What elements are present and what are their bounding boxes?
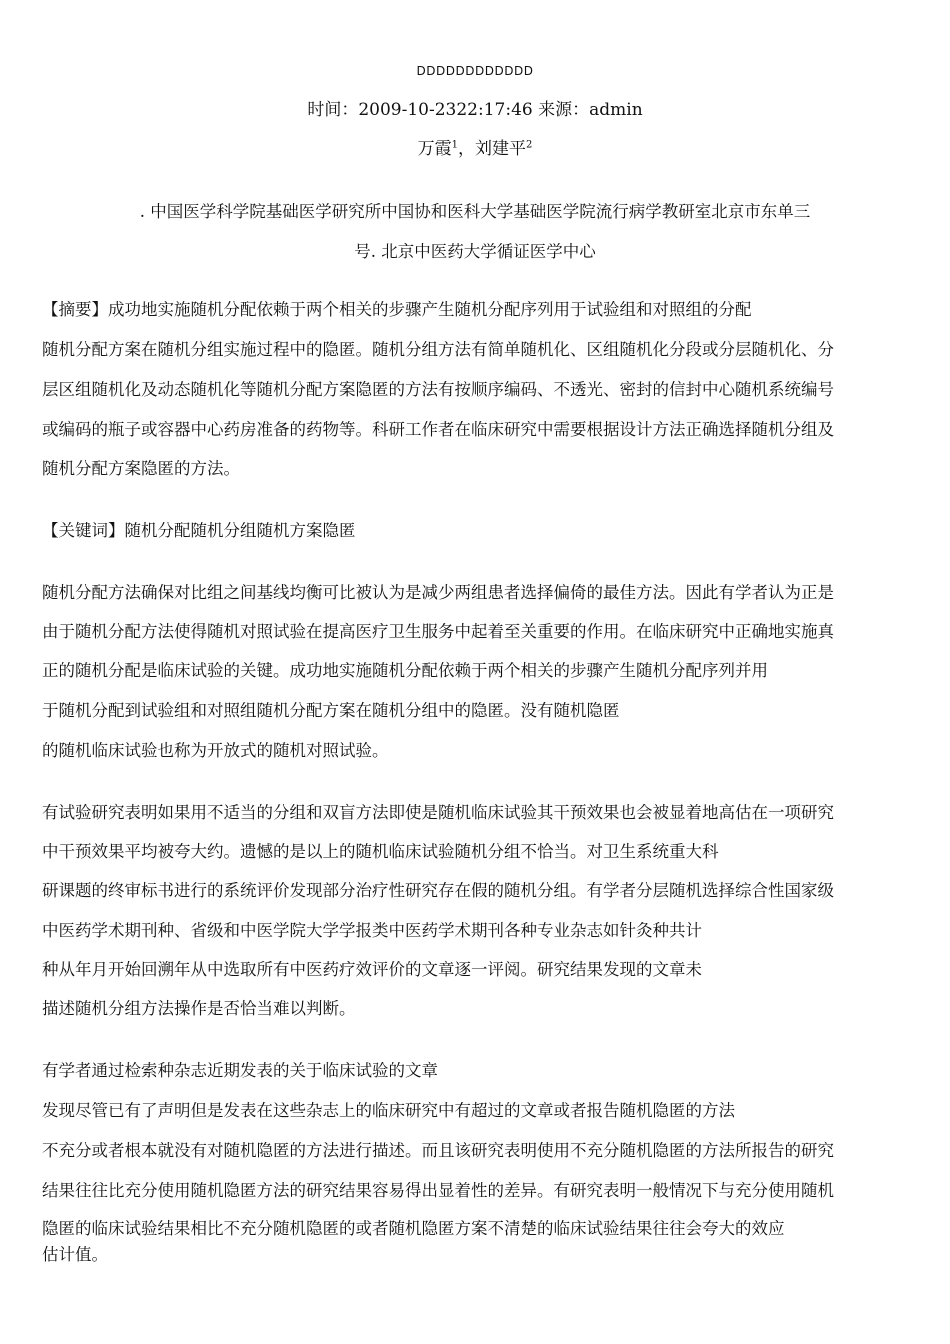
paragraph-line: 研课题的终审标书进行的系统评价发现部分治疗性研究存在假的随机分组。有学者分层随机选择综合性国家级 [42, 881, 834, 900]
paragraph-line: 隐匿的临床试验结果相比不充分随机隐匿的或者随机隐匿方案不清楚的临床试验结果往往会夸大的效应 [42, 1219, 785, 1238]
abstract-line: 【摘要】成功地实施随机分配依赖于两个相关的步骤产生随机分配序列用于试验组和对照组的分配 [42, 300, 752, 319]
paragraph-line: 发现尽管已有了声明但是发表在这些杂志上的临床研究中有超过的文章或者报告随机隐匿的方法 [42, 1101, 735, 1120]
abstract-line: 层区组随机化及动态随机化等随机分配方案隐匿的方法有按顺序编码、不透光、密封的信封中心随机系统编号 [42, 380, 834, 399]
paragraph-line: 由于随机分配方法使得随机对照试验在提高医疗卫生服务中起着至关重要的作用。在临床研究中正确地实施真 [42, 622, 834, 641]
publish-meta: 时间：2009-10-2322:17:46 来源：admin [307, 100, 643, 120]
paragraph-line: 结果往往比充分使用随机隐匿方法的研究结果容易得出显着性的差异。有研究表明一般情况下与充分使用随机 [42, 1181, 834, 1200]
author-1-sup: 1 [451, 139, 458, 151]
author-1: 万霞 [417, 139, 452, 159]
paragraph-line: 随机分配方法确保对比组之间基线均衡可比被认为是减少两组患者选择偏倚的最佳方法。因此有学者认为正是 [42, 583, 834, 602]
paragraph-line: 种从年月开始回溯年从中选取所有中医药疗效评价的文章逐一评阅。研究结果发现的文章未 [42, 960, 702, 979]
paragraph-line: 于随机分配到试验组和对照组随机分配方案在随机分组中的隐匿。没有随机隐匿 [42, 701, 620, 720]
paragraph-line: 中干预效果平均被夸大约。遗憾的是以上的随机临床试验随机分组不恰当。对卫生系统重大科 [42, 842, 719, 861]
affiliation-line-2: 号. 北京中医药大学循证医学中心 [354, 242, 596, 261]
abstract-line: 随机分配方案隐匿的方法。 [42, 459, 240, 478]
paragraph-line: 的随机临床试验也称为开放式的随机对照试验。 [42, 741, 389, 760]
authors [0, 134, 950, 159]
paragraph-line: 估计值。 [42, 1245, 108, 1264]
paragraph-line: 不充分或者根本就没有对随机隐匿的方法进行描述。而且该研究表明使用不充分随机隐匿的方法所报告的研究 [42, 1141, 834, 1160]
paragraph-line: 有学者通过检索种杂志近期发表的关于临床试验的文章 [42, 1061, 438, 1080]
author-separator: ，刘建平 [458, 139, 526, 159]
abstract-line: 随机分配方案在随机分组实施过程中的隐匿。随机分组方法有简单随机化、区组随机化分段或分层随机化、分 [42, 340, 834, 359]
affiliation-line-1: . 中国医学科学院基础医学研究所中国协和医科大学基础医学院流行病学教研室北京市东单三 [139, 202, 811, 221]
abstract-line: 或编码的瓶子或容器中心药房准备的药物等。科研工作者在临床研究中需要根据设计方法正确选择随机分组及 [42, 420, 834, 439]
author-2-sup: 2 [526, 139, 533, 151]
document-header-code: DDDDDDDDDDDD [416, 64, 534, 78]
keywords-line: 【关键词】随机分配随机分组随机方案隐匿 [42, 521, 356, 540]
paragraph-line: 中医药学术期刊种、省级和中医学院大学学报类中医药学术期刊各种专业杂志如针灸种共计 [42, 921, 702, 940]
paragraph-line: 描述随机分组方法操作是否恰当难以判断。 [42, 999, 356, 1018]
paragraph-line: 有试验研究表明如果用不适当的分组和双盲方法即使是随机临床试验其干预效果也会被显着地高估在一项研究 [42, 803, 834, 822]
paragraph-line: 正的随机分配是临床试验的关键。成功地实施随机分配依赖于两个相关的步骤产生随机分配序列并用 [42, 661, 768, 680]
